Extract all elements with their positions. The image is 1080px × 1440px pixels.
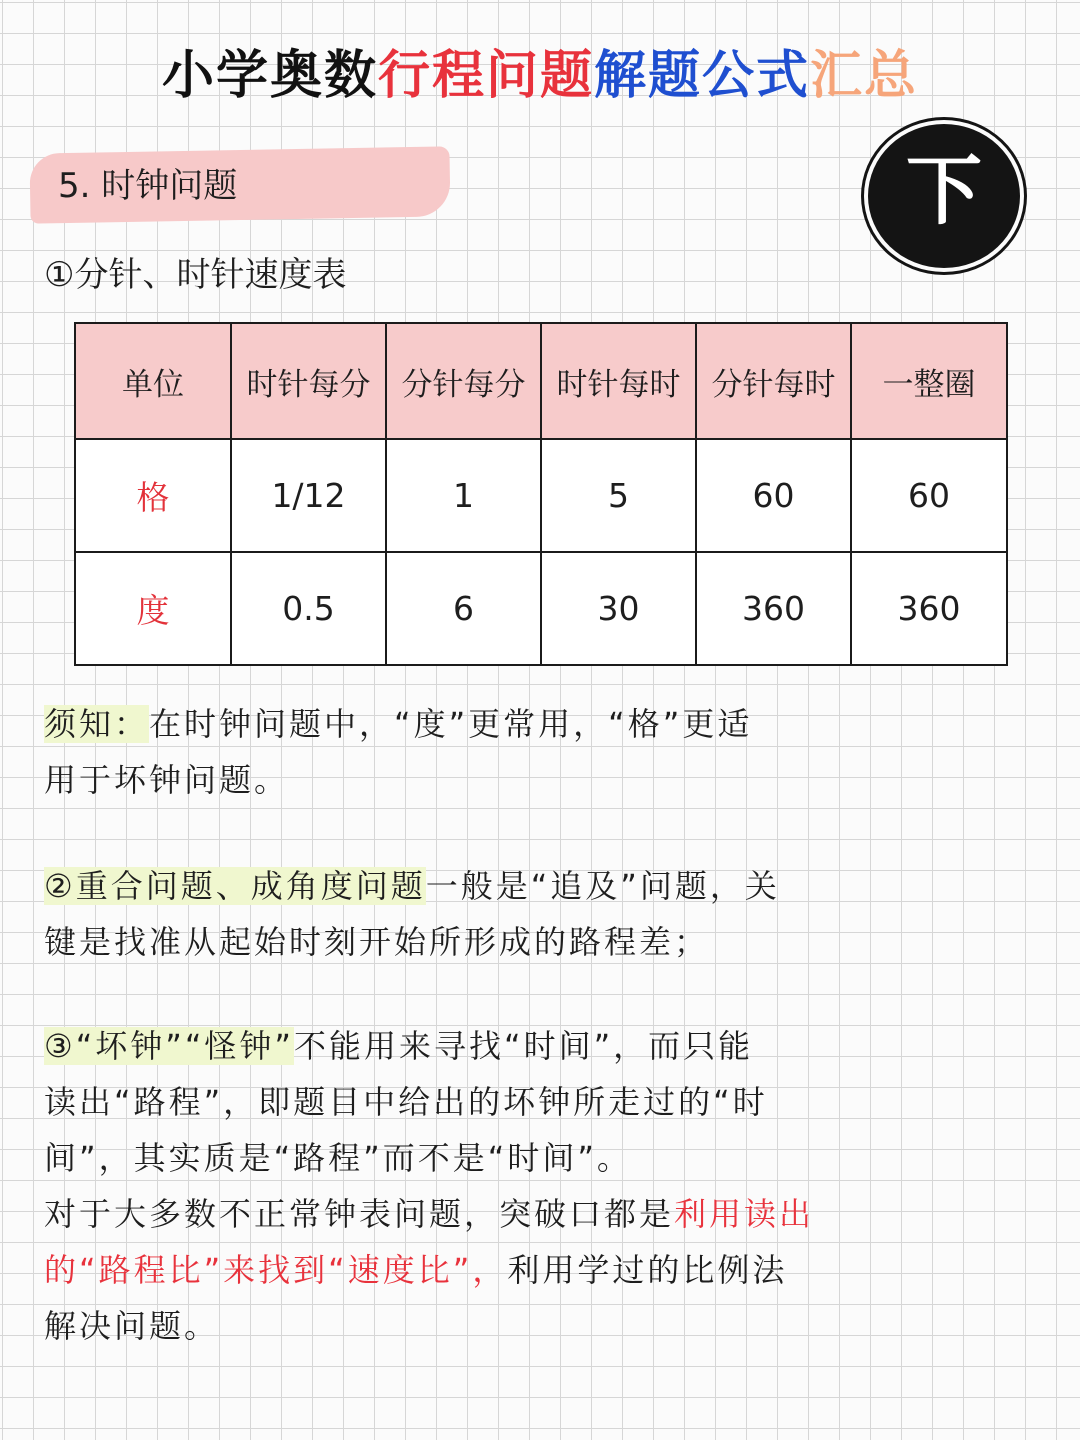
point-2-line-2: 键是找准从起始时刻开始所形成的路程差； [44, 923, 710, 961]
point-3-paragraph [44, 1018, 1044, 1354]
point-2-highlight: ②重合问题、成角度问题 [44, 867, 426, 905]
point-3-line-3: 间”，其实质是“路程”而不是“时间”。 [44, 1139, 632, 1177]
speed-table [74, 322, 1008, 666]
table-header-cell: 单位 [75, 323, 231, 439]
note-paragraph [44, 696, 1044, 808]
table-row [75, 439, 1007, 552]
speed-table-heading: ①分针、时针速度表 [44, 255, 347, 295]
point-2-line-1 [44, 858, 1044, 914]
table-row-label: 度 [75, 552, 231, 665]
point-3-text-4: 对于大多数不正常钟表问题，突破口都是 [44, 1195, 675, 1233]
table-row [75, 552, 1007, 665]
table-header-cell: 分针每分 [386, 323, 541, 439]
section-title: 5. 时钟问题 [58, 166, 238, 206]
table-header-cell: 一整圈 [851, 323, 1007, 439]
table-row-label: 格 [75, 439, 231, 552]
title-part-1: 小学奥数 [161, 46, 378, 106]
point-2-paragraph [44, 858, 1044, 970]
table-cell: 0.5 [231, 552, 386, 665]
point-3-line-5 [44, 1242, 1044, 1298]
title-part-3: 解题公式 [594, 46, 811, 106]
table-cell: 1 [386, 439, 541, 552]
point-3-line-2: 读出“路程”，即题目中给出的坏钟所走过的“时 [44, 1083, 768, 1121]
part-badge-label: 下 [906, 146, 982, 235]
point-3-line-6: 解决问题。 [44, 1307, 220, 1345]
table-cell: 6 [386, 552, 541, 665]
table-cell: 1/12 [231, 439, 386, 552]
table-cell: 60 [851, 439, 1007, 552]
table-cell: 360 [851, 552, 1007, 665]
point-3-text-1: 不能用来寻找“时间”，而只能 [294, 1027, 754, 1065]
note-line-2: 用于坏钟问题。 [44, 761, 290, 799]
table-header-cell: 分针每时 [696, 323, 851, 439]
note-line-1 [44, 696, 1044, 752]
part-badge [868, 124, 1020, 268]
table-header-cell: 时针每时 [541, 323, 696, 439]
point-3-line-1 [44, 1018, 1044, 1074]
point-3-text-5: 利用学过的比例法 [507, 1251, 788, 1289]
note-label: 须知： [44, 705, 150, 743]
table-cell: 30 [541, 552, 696, 665]
table-cell: 5 [541, 439, 696, 552]
table-cell: 360 [696, 552, 851, 665]
page-title [0, 38, 1080, 114]
table-header-cell: 时针每分 [231, 323, 386, 439]
point-2-text: 一般是“追及”问题，关 [425, 867, 780, 905]
note-text-1: 在时钟问题中，“度”更常用，“格”更适 [149, 705, 753, 743]
point-3-emphasis-2: 的“路程比”来找到“速度比”， [44, 1251, 508, 1289]
point-3-line-4 [44, 1186, 1044, 1242]
point-3-highlight: ③“坏钟”“怪钟” [44, 1027, 295, 1065]
point-3-emphasis-1: 利用读出 [674, 1195, 815, 1233]
title-part-2: 行程问题 [377, 46, 594, 106]
table-cell: 60 [696, 439, 851, 552]
table-header-row [75, 323, 1007, 439]
title-part-4: 汇总 [810, 46, 919, 106]
